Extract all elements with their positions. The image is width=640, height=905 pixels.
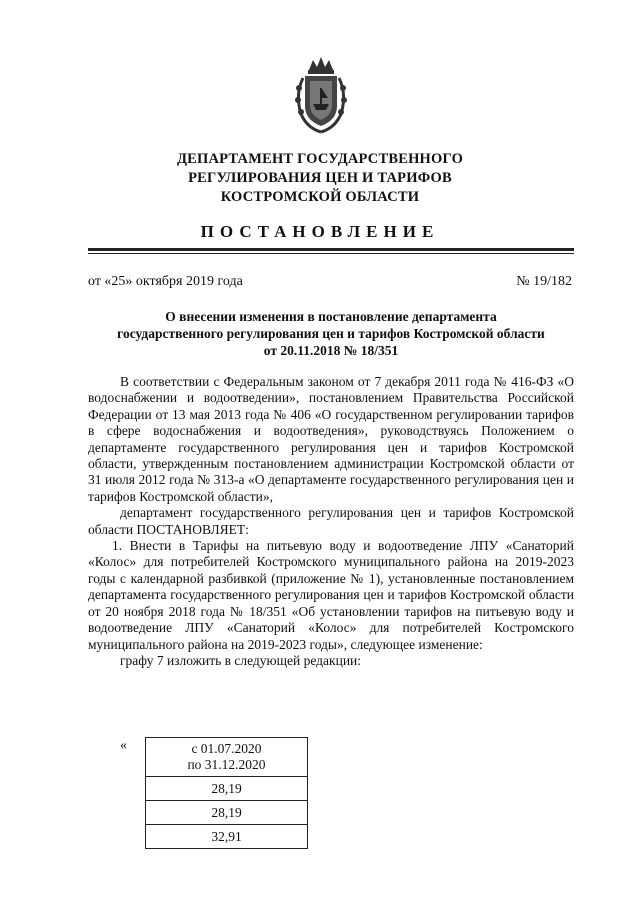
paragraph-item-1: 1. Внести в Тарифы на питьевую воду и водоотведение ЛПУ «Санаторий «Колос» для потребителей Костромского муниципального района на 2019-2023 годы с календарной разбивкой (приложение № 1), установленные постановлением департамента государственного регулирования цен и тарифов Костромской области от 20 ноября 2018 года № 18/351 «Об установлении тарифов на питьевую воду и водоотведение ЛПУ «Санаторий «Колос» для потребителей Костромского муниципального района на 2019-2023 годы», следующее изменение: — [88, 538, 574, 652]
paragraph-column-instruction: графу 7 изложить в следующей редакции: — [120, 652, 362, 668]
table-cell: 32,91 — [146, 825, 308, 849]
org-line-3: КОСТРОМСКОЙ ОБЛАСТИ — [220, 189, 420, 205]
organization-name — [100, 150, 540, 207]
table-cell: 28,19 — [146, 777, 308, 801]
table-row — [146, 777, 308, 801]
paragraph-resolves: департамент государственного регулирования цен и тарифов Костромской области ПОСТАНОВЛЯЕТ: — [88, 505, 574, 537]
document-number: № 19/182 — [516, 274, 572, 289]
paragraph-legal-basis: В соответствии с Федеральным законом от 7 декабря 2011 года № 416-ФЗ «О водоснабжении и водоотведении», постановлением Правительства Российской Федерации от 13 мая 2013 года № 406 «О государственном регулировании тарифов в сфере водоснабжения и водоотведения», руководствуясь Положением о департаменте государственного регулирования цен и тарифов Костромской области, утвержденным постановлением администрации Костромской области от 31 июля 2012 года № 313-а «О департаменте государственного регулирования цен и тарифов Костромской области», — [88, 374, 574, 504]
table-row — [146, 738, 308, 777]
header-period-start: с 01.07.2020 — [191, 741, 262, 756]
table-row — [146, 825, 308, 849]
table-row — [146, 801, 308, 825]
coat-of-arms-emblem — [291, 54, 351, 134]
table-cell: 28,19 — [146, 801, 308, 825]
subject-line-3: от 20.11.2018 № 18/351 — [263, 343, 399, 358]
tariff-table — [145, 737, 308, 849]
header-period-end: по 31.12.2020 — [187, 757, 266, 772]
subject-line-1: О внесении изменения в постановление департамента — [165, 309, 497, 324]
opening-quote-mark: « — [120, 738, 127, 753]
document-body — [88, 374, 574, 669]
table-header-cell — [146, 738, 308, 777]
header-divider-thin — [88, 253, 574, 254]
org-line-2: РЕГУЛИРОВАНИЯ ЦЕН И ТАРИФОВ — [188, 170, 452, 186]
document-type-title: ПОСТАНОВЛЕНИЕ — [200, 222, 440, 241]
subject-line-2: государственного регулирования цен и тарифов Костромской области — [117, 326, 545, 341]
header-divider-thick — [88, 248, 574, 251]
document-subject — [88, 308, 574, 359]
document-date: от «25» октября 2019 года — [88, 274, 243, 289]
org-line-1: ДЕПАРТАМЕНТ ГОСУДАРСТВЕННОГО — [176, 151, 464, 167]
